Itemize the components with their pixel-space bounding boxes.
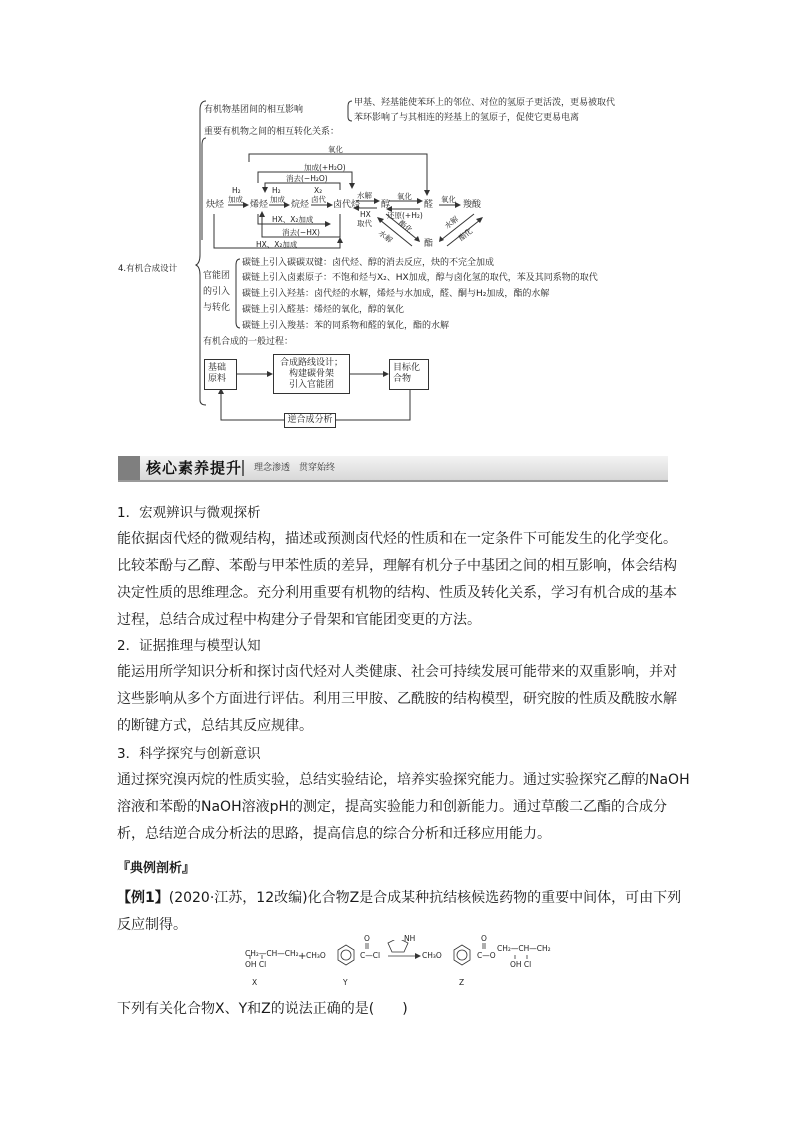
edge-label: X₂ xyxy=(314,186,323,195)
flow-retro-box xyxy=(284,413,336,428)
edge-label: 酯化 xyxy=(396,218,415,235)
edge-label: 加成 xyxy=(270,195,285,204)
functional-groups-label: 官能团 xyxy=(203,271,231,281)
reaction-nh: NH xyxy=(404,934,416,943)
mutual-influence-item: 甲基、羟基能使苯环上的邻位、对位的氢原子更活泼，更易被取代 xyxy=(354,98,616,108)
reaction-z-sub: OH Cl xyxy=(510,960,532,969)
mutual-influence-item: 苯环影响了与其相连的羟基上的氢原子，促使它更易电离 xyxy=(354,113,580,123)
section-line: 过程，总结合成过程中构建分子骨架和官能团变更的方法。 xyxy=(117,612,481,628)
flow-raw-text: 基础原料 xyxy=(208,363,227,384)
reaction-label-y: Y xyxy=(343,978,348,987)
section-2 xyxy=(117,633,679,740)
edge-label: H₂ xyxy=(272,186,281,195)
flow-retro-text: 逆合成分析 xyxy=(287,415,333,425)
functional-groups-label: 与转化 xyxy=(203,303,231,313)
reaction-x-sub: OH Cl xyxy=(245,960,267,969)
functional-group-item: 碳链上引入卤素原子：不饱和烃与X₂、HX加成，醇与卤化氢的取代，苯及其同系物的取代 xyxy=(242,273,598,283)
section-line: 溶液和苯酚的NaOH溶液pH的测定，提高实验能力和创新能力。通过草酸二乙酯的合成分 xyxy=(117,799,668,815)
edge-label: 氧化 xyxy=(397,192,412,201)
section-line: 的断键方式，总结其反应规律。 xyxy=(117,718,313,734)
flow-design-line: 构建碳骨架 xyxy=(288,369,334,379)
edge-label: 水解 xyxy=(376,228,395,245)
edge-label: HX、X₂加成 xyxy=(256,240,298,249)
reaction-ch3o: CH₃O xyxy=(306,951,326,960)
reaction-acyl-chloride: C—Cl xyxy=(360,951,381,960)
edge-label: HX xyxy=(360,210,371,219)
edge-label: H₂ xyxy=(232,186,241,195)
edge-label: 酯化 xyxy=(456,226,475,243)
flow-design-line: 合成路线设计； xyxy=(279,358,343,368)
edge-label: 还原(+H₂) xyxy=(387,211,423,220)
node-aldehyde: 醛 xyxy=(424,200,434,210)
section-line: 能运用所学知识分析和探讨卤代烃对人类健康、社会可持续发展可能带来的双重影响，并对 xyxy=(117,664,677,680)
section-heading: 1．宏观辨识与微观探析 xyxy=(117,505,261,521)
edge-label: 取代 xyxy=(357,219,372,228)
banner-divider xyxy=(242,460,244,476)
edge-label: 加成(+H₂O) xyxy=(304,163,346,172)
reaction-plus: + xyxy=(298,951,307,962)
section-line: 能依据卤代烃的微观结构，描述或预测卤代烃的性质和在一定条件下可能发生的化学变化。 xyxy=(117,531,677,547)
node-haloalkane: 卤代烃 xyxy=(333,200,361,210)
reaction-x-chain: CH₂—CH—CH₂ xyxy=(245,949,299,958)
section-line: 决定性质的思维理念。充分利用重要有机物的结构、性质及转化关系，学习有机合成的基本 xyxy=(117,585,677,601)
section-heading: 2．证据推理与模型认知 xyxy=(117,638,261,654)
flow-design-box xyxy=(273,354,350,394)
section-banner xyxy=(118,456,668,482)
flow-raw-box xyxy=(204,359,237,390)
edge-label: 加成 xyxy=(228,195,243,204)
reaction-structures xyxy=(0,940,794,1000)
reaction-label-z: Z xyxy=(459,978,465,987)
mutual-influence-label: 有机物基团间的相互影响 xyxy=(204,105,304,115)
flow-target-text: 目标化合物 xyxy=(393,363,421,384)
edge-label: 氧化 xyxy=(441,195,456,204)
flow-target-box xyxy=(389,359,429,390)
question-text: 下列有关化合物X、Y和Z的说法正确的是( ) xyxy=(117,1001,408,1017)
functional-group-item: 碳链上引入羧基：苯的同系物和醛的氧化，酯的水解 xyxy=(242,321,450,331)
node-alcohol: 醇 xyxy=(381,200,391,210)
section-label: 4.有机合成设计 xyxy=(118,264,178,274)
edge-label: HX、X₂加成 xyxy=(272,215,314,224)
reaction-z-ester: C—O xyxy=(477,951,496,960)
section-line: 析，总结逆合成分析法的思路，提高信息的综合分析和迁移应用能力。 xyxy=(117,826,551,842)
reaction-label-x: X xyxy=(252,978,258,987)
example-1 xyxy=(117,885,682,939)
example-section-title: 『典例剖析』 xyxy=(117,861,196,876)
node-alkene: 烯烃 xyxy=(250,200,269,210)
banner-decoration xyxy=(118,456,140,480)
banner-subtitle: 理念渗透 贯穿始终 xyxy=(254,463,336,473)
edge-label: 消去(−HX) xyxy=(282,228,320,237)
functional-group-item: 碳链上引入醛基：烯烃的氧化，醇的氧化 xyxy=(242,305,405,315)
reaction-z-chain: CH₂—CH—CH₂ xyxy=(497,944,551,953)
edge-label: 水解 xyxy=(442,214,461,231)
section-heading: 3．科学探究与创新意识 xyxy=(117,746,261,762)
edge-label: 消去(−H₂O) xyxy=(286,174,328,183)
example-tag: 【例1】 xyxy=(117,890,169,906)
reaction-ch3o-z: CH₃O xyxy=(422,951,442,960)
example-line: 反应制得。 xyxy=(117,917,187,933)
reaction-carbonyl-o-z: O xyxy=(481,934,487,943)
node-acid: 羧酸 xyxy=(463,200,482,210)
example-line: (2020·江苏，12改编)化合物Z是合成某种抗结核候选药物的重要中间体，可由下列 xyxy=(168,890,682,906)
section-1 xyxy=(117,500,679,634)
flow-design-line: 引入官能团 xyxy=(288,380,334,390)
section-line: 通过探究溴丙烷的性质实验，总结实验结论，培养实验探究能力。通过实验探究乙醇的NaOH xyxy=(117,772,690,788)
section-3 xyxy=(117,741,690,848)
section-line: 这些影响从多个方面进行评估。利用三甲胺、乙酰胺的结构模型，研究胺的性质及酰胺水解 xyxy=(117,691,677,707)
section-line: 比较苯酚与乙醇、苯酚与甲苯性质的差异，理解有机分子中基团之间的相互影响，体会结构 xyxy=(117,558,677,574)
node-ester: 酯 xyxy=(424,239,434,249)
functional-group-item: 碳链上引入羟基：卤代烃的水解，烯烃与水加成，醛、酮与H₂加成，酯的水解 xyxy=(242,289,550,299)
functional-groups-label: 的引入 xyxy=(203,287,231,297)
edge-label: 氧化 xyxy=(328,145,343,154)
general-process-title: 有机合成的一般过程： xyxy=(203,337,294,347)
node-alkyne: 炔烃 xyxy=(206,200,225,210)
reaction-carbonyl-o: O xyxy=(364,934,370,943)
edge-label: 卤代 xyxy=(311,195,326,204)
conversion-title: 重要有机物之间的相互转化关系： xyxy=(204,127,340,137)
functional-group-item: 碳链上引入碳碳双键：卤代烃、醇的消去反应，炔的不完全加成 xyxy=(242,258,495,268)
banner-title: 核心素养提升 xyxy=(146,459,243,477)
example-question xyxy=(117,996,679,1023)
node-alkane: 烷烃 xyxy=(291,200,310,210)
edge-label: 水解 xyxy=(357,191,372,200)
